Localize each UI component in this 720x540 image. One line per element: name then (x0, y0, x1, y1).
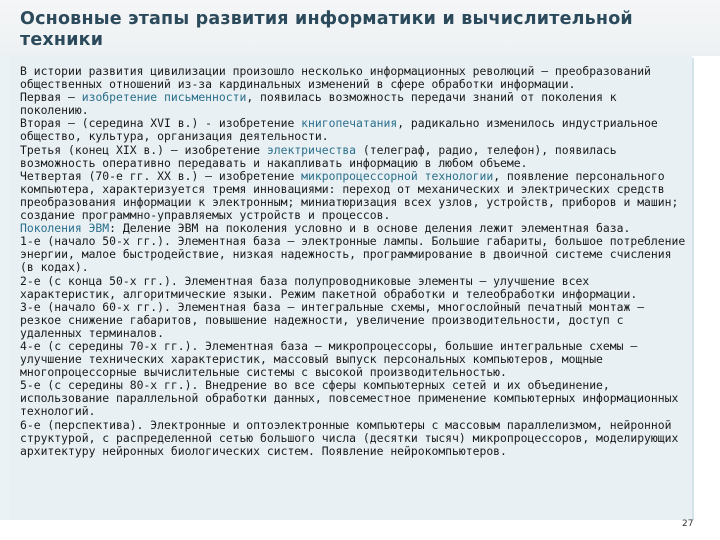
paragraph (20, 170, 692, 222)
paragraph-text: 3-е (начало 60-х гг.). Элементная база – интегральные схемы, многослойный печатный монтаж – резкое снижение габаритов, повышение надежности, увеличение производительности, доступ с удаленных терминалов. (20, 299, 645, 340)
paragraph-text: Четвертая (70-е гг. XX в.) – изобретение (20, 168, 302, 183)
highlighted-term: электричества (266, 142, 357, 157)
paragraph-text: Вторая – (середина XVI в.) - изобретение (20, 116, 302, 131)
paragraph (20, 117, 692, 143)
paragraph-text: 4-е (с середины 70-х гг.). Элементная база – микропроцессоры, большие интегральные схемы – улучшение технических характеристик, массовый выпуск персональных компьютеров, мощные многопроцессорные вычислительные системы с высокой производительностью. (20, 338, 638, 380)
highlighted-term: книгопечатания (301, 116, 398, 131)
left-accent-bar (0, 56, 9, 520)
paragraph (20, 379, 692, 418)
paragraph-text: , появление персонального компьютера, характеризуется тремя инновациями: переход от механических и электрических средств преобразования информации к электронным; миниатюризация всех узлов, устройств, приборов и машин; создание программно-управляемых устройств и процессов. (20, 168, 679, 223)
paragraph (20, 419, 692, 458)
paragraph (20, 235, 692, 274)
paragraph (20, 275, 692, 301)
paragraph-text: 5-е (с середины 80-х гг.). Внедрение во все сферы компьютерных сетей и их объединение, использование параллельной обработки данных, повсеместное применение компьютерных информационных технологий. (20, 378, 679, 419)
paragraph-text: (телеграф, радио, телефон), появилась возможность оперативно передавать и накапливать информацию в любом объеме. (20, 142, 617, 170)
body-text (20, 65, 692, 458)
right-divider (692, 58, 694, 520)
highlighted-term: изобретение письменности (81, 90, 247, 105)
paragraph (20, 340, 692, 379)
paragraph-text: , радикально изменилось индустриальное общество, культура, организация деятельности. (20, 116, 658, 144)
paragraph-text: Третья (конец XIX в.) – изобретение (20, 142, 267, 157)
paragraph-text: , появилась возможность передачи знаний от поколения к поколению. (20, 90, 617, 118)
highlighted-term: Поколения ЭВМ (20, 221, 110, 236)
paragraph-text: 2-е (с конца 50-х гг.). Элементная база полупроводниковые элементы – улучшение всех характеристик, алгоритмические языки. Режим пакетной обработки и телеобработки информации. (20, 273, 638, 301)
paragraph (20, 91, 692, 117)
paragraph-text: Первая – (20, 90, 82, 105)
paragraph (20, 144, 692, 170)
paragraph-text: : Деление ЭВМ на поколения условно и в основе деления лежит элементная база. (109, 221, 631, 236)
paragraph-text: 1-е (начало 50-х гг.). Элементная база – электронные лампы. Большие габариты, большое потребление энергии, малое быстродействие, низкая надежность, программирование в двоичной системе счисления (в кодах). (20, 234, 686, 275)
paragraph (20, 301, 692, 340)
page-number: 27 (682, 519, 694, 529)
paragraph-text: В истории развития цивилизации произошло несколько информационных революций – преобразований общественных отношений из-за кардинальных изменений в сфере обработки информации. (20, 64, 651, 92)
slide-title: Основные этапы развития информатики и вычислительной техники (20, 9, 633, 50)
paragraph-text: 6-е (перспектива). Электронные и оптоэлектронные компьютеры с массовым параллелизмом, нейронной структурой, с распределенной сетью большого числа (десятки тысяч) микропроцессоров, моделирующих архитектуру нейронных биологических систем. Появление нейрокомпьютеров. (20, 417, 679, 458)
paragraph (20, 65, 692, 91)
highlighted-term: микропроцессорной технологии (301, 168, 494, 183)
